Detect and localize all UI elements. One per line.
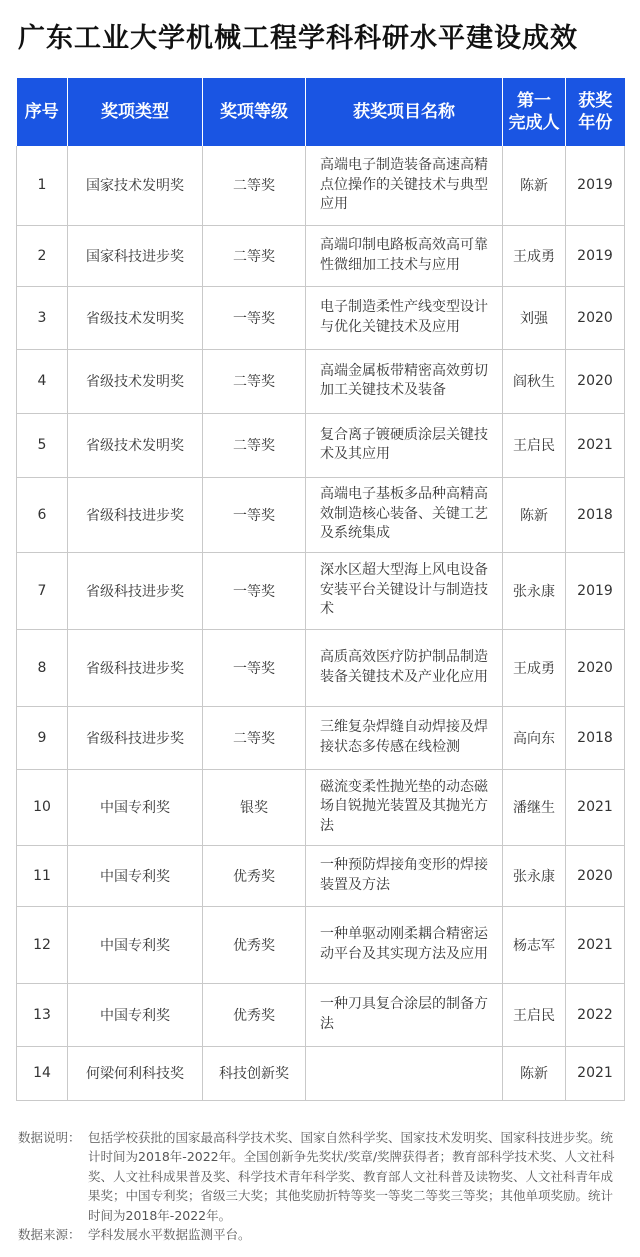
- cell-award-level: 二等奖: [203, 349, 306, 413]
- cell-serial-number: 4: [17, 349, 68, 413]
- cell-award-type: 省级科技进步奖: [68, 477, 203, 552]
- cell-project-name: 一种单驱动刚柔耦合精密运动平台及其实现方法及应用: [306, 906, 503, 983]
- header-first-person-line-1: 第一: [517, 91, 551, 111]
- header-award-year-line-1: 获奖: [578, 91, 613, 111]
- table-row: [17, 413, 625, 477]
- cell-project-name: 复合离子镀硬质涂层关键技术及其应用: [306, 413, 503, 477]
- data-description-note: [18, 1128, 624, 1225]
- cell-first-person: 王启民: [503, 983, 566, 1046]
- cell-award-type: 省级科技进步奖: [68, 629, 203, 706]
- cell-project-name: 高端印制电路板高效高可靠性微细加工技术与应用: [306, 225, 503, 286]
- cell-project-name: 高质高效医疗防护制品制造装备关键技术及产业化应用: [306, 629, 503, 706]
- cell-serial-number: 5: [17, 413, 68, 477]
- cell-serial-number: 3: [17, 286, 68, 349]
- header-project-name: 获奖项目名称: [306, 78, 503, 146]
- cell-project-name: 一种预防焊接角变形的焊接装置及方法: [306, 845, 503, 906]
- cell-first-person: 高向东: [503, 706, 566, 769]
- header-serial-number: 序号: [17, 78, 68, 146]
- table-row: [17, 629, 625, 706]
- cell-project-name: 高端电子基板多品种高精高效制造核心装备、关键工艺及系统集成: [306, 477, 503, 552]
- cell-award-year: 2018: [566, 477, 625, 552]
- cell-serial-number: 2: [17, 225, 68, 286]
- cell-award-type: 中国专利奖: [68, 769, 203, 845]
- cell-first-person: 陈新: [503, 477, 566, 552]
- cell-award-year: 2021: [566, 413, 625, 477]
- cell-award-type: 中国专利奖: [68, 845, 203, 906]
- cell-award-type: 省级技术发明奖: [68, 349, 203, 413]
- data-description-text: 包括学校获批的国家最高科学技术奖、国家自然科学奖、国家技术发明奖、国家科技进步奖。统计时间为2018年-2022年。全国创新争先奖状/奖章/奖牌获得者；教育部科学技术奖、人文社科奖、人文社科成果普及奖、科学技术青年科学奖、教育部人文社科普及读物奖、人文社科青年成果奖；中国专利奖；省级三大奖；其他奖励折特等奖一等奖二等奖三等奖；其他单项奖励。统计时间为2018年-2022年。: [88, 1130, 615, 1223]
- table-row: [17, 706, 625, 769]
- cell-award-type: 中国专利奖: [68, 906, 203, 983]
- page-title: 广东工业大学机械工程学科科研水平建设成效: [18, 23, 578, 54]
- cell-award-type: 国家科技进步奖: [68, 225, 203, 286]
- cell-award-level: 二等奖: [203, 225, 306, 286]
- table-row: [17, 146, 625, 225]
- cell-serial-number: 11: [17, 845, 68, 906]
- cell-award-level: 一等奖: [203, 552, 306, 629]
- footnotes: [18, 1128, 624, 1244]
- cell-award-type: 省级科技进步奖: [68, 706, 203, 769]
- header-award-type: 奖项类型: [68, 78, 203, 146]
- cell-award-year: 2020: [566, 349, 625, 413]
- cell-first-person: 王启民: [503, 413, 566, 477]
- data-description-label: 数据说明：: [18, 1130, 81, 1145]
- cell-award-type: 省级技术发明奖: [68, 413, 203, 477]
- cell-award-year: 2019: [566, 146, 625, 225]
- cell-serial-number: 9: [17, 706, 68, 769]
- cell-award-year: 2020: [566, 286, 625, 349]
- cell-serial-number: 14: [17, 1046, 68, 1100]
- cell-award-level: 二等奖: [203, 146, 306, 225]
- cell-project-name: 磁流变柔性抛光垫的动态磁场自锐抛光装置及其抛光方法: [306, 769, 503, 845]
- cell-project-name: 高端电子制造装备高速高精点位操作的关键技术与典型应用: [306, 146, 503, 225]
- cell-award-year: 2019: [566, 225, 625, 286]
- cell-serial-number: 12: [17, 906, 68, 983]
- cell-award-level: 优秀奖: [203, 845, 306, 906]
- cell-serial-number: 10: [17, 769, 68, 845]
- cell-award-year: 2018: [566, 706, 625, 769]
- cell-first-person: 刘强: [503, 286, 566, 349]
- cell-award-type: 国家技术发明奖: [68, 146, 203, 225]
- cell-first-person: 张永康: [503, 552, 566, 629]
- cell-award-type: 省级技术发明奖: [68, 286, 203, 349]
- table-row: [17, 845, 625, 906]
- cell-first-person: 陈新: [503, 1046, 566, 1100]
- cell-first-person: 杨志军: [503, 906, 566, 983]
- cell-award-year: 2020: [566, 629, 625, 706]
- table-row: [17, 769, 625, 845]
- table-row: [17, 552, 625, 629]
- cell-first-person: 阎秋生: [503, 349, 566, 413]
- cell-award-year: 2021: [566, 769, 625, 845]
- cell-first-person: 王成勇: [503, 225, 566, 286]
- header-award-year: [566, 78, 625, 146]
- table-header-row: [17, 78, 625, 146]
- cell-award-type: 中国专利奖: [68, 983, 203, 1046]
- cell-award-type: 何梁何利科技奖: [68, 1046, 203, 1100]
- table-row: [17, 1046, 625, 1100]
- data-source-label: 数据来源：: [18, 1227, 81, 1243]
- cell-serial-number: 1: [17, 146, 68, 225]
- cell-first-person: 张永康: [503, 845, 566, 906]
- table-row: [17, 225, 625, 286]
- cell-serial-number: 6: [17, 477, 68, 552]
- table-row: [17, 906, 625, 983]
- cell-serial-number: 8: [17, 629, 68, 706]
- cell-project-name: 深水区超大型海上风电设备安装平台关键设计与制造技术: [306, 552, 503, 629]
- awards-table: [16, 78, 625, 1101]
- cell-award-level: 科技创新奖: [203, 1046, 306, 1100]
- cell-award-year: 2021: [566, 906, 625, 983]
- cell-project-name: 电子制造柔性产线变型设计与优化关键技术及应用: [306, 286, 503, 349]
- header-award-level: 奖项等级: [203, 78, 306, 146]
- cell-award-level: 二等奖: [203, 413, 306, 477]
- cell-award-level: 一等奖: [203, 477, 306, 552]
- cell-serial-number: 13: [17, 983, 68, 1046]
- cell-award-level: 优秀奖: [203, 906, 306, 983]
- cell-award-level: 一等奖: [203, 629, 306, 706]
- cell-award-type: 省级科技进步奖: [68, 552, 203, 629]
- data-source-note: [18, 1225, 624, 1244]
- table-row: [17, 286, 625, 349]
- cell-award-year: 2022: [566, 983, 625, 1046]
- cell-first-person: 陈新: [503, 146, 566, 225]
- cell-award-level: 优秀奖: [203, 983, 306, 1046]
- cell-project-name: [306, 1046, 503, 1100]
- cell-serial-number: 7: [17, 552, 68, 629]
- cell-project-name: 三维复杂焊缝自动焊接及焊接状态多传感在线检测: [306, 706, 503, 769]
- cell-award-year: 2021: [566, 1046, 625, 1100]
- cell-award-level: 银奖: [203, 769, 306, 845]
- cell-first-person: 王成勇: [503, 629, 566, 706]
- cell-first-person: 潘继生: [503, 769, 566, 845]
- cell-award-level: 二等奖: [203, 706, 306, 769]
- cell-award-level: 一等奖: [203, 286, 306, 349]
- data-source-text: 学科发展水平数据监测平台。: [88, 1227, 251, 1243]
- cell-project-name: 一种刀具复合涂层的制备方法: [306, 983, 503, 1046]
- header-first-person-line-2: 完成人: [508, 113, 560, 133]
- header-award-year-line-2: 年份: [578, 113, 613, 133]
- cell-award-year: 2019: [566, 552, 625, 629]
- table-row: [17, 983, 625, 1046]
- table-row: [17, 349, 625, 413]
- table-row: [17, 477, 625, 552]
- cell-project-name: 高端金属板带精密高效剪切加工关键技术及装备: [306, 349, 503, 413]
- cell-award-year: 2020: [566, 845, 625, 906]
- header-first-person: [503, 78, 566, 146]
